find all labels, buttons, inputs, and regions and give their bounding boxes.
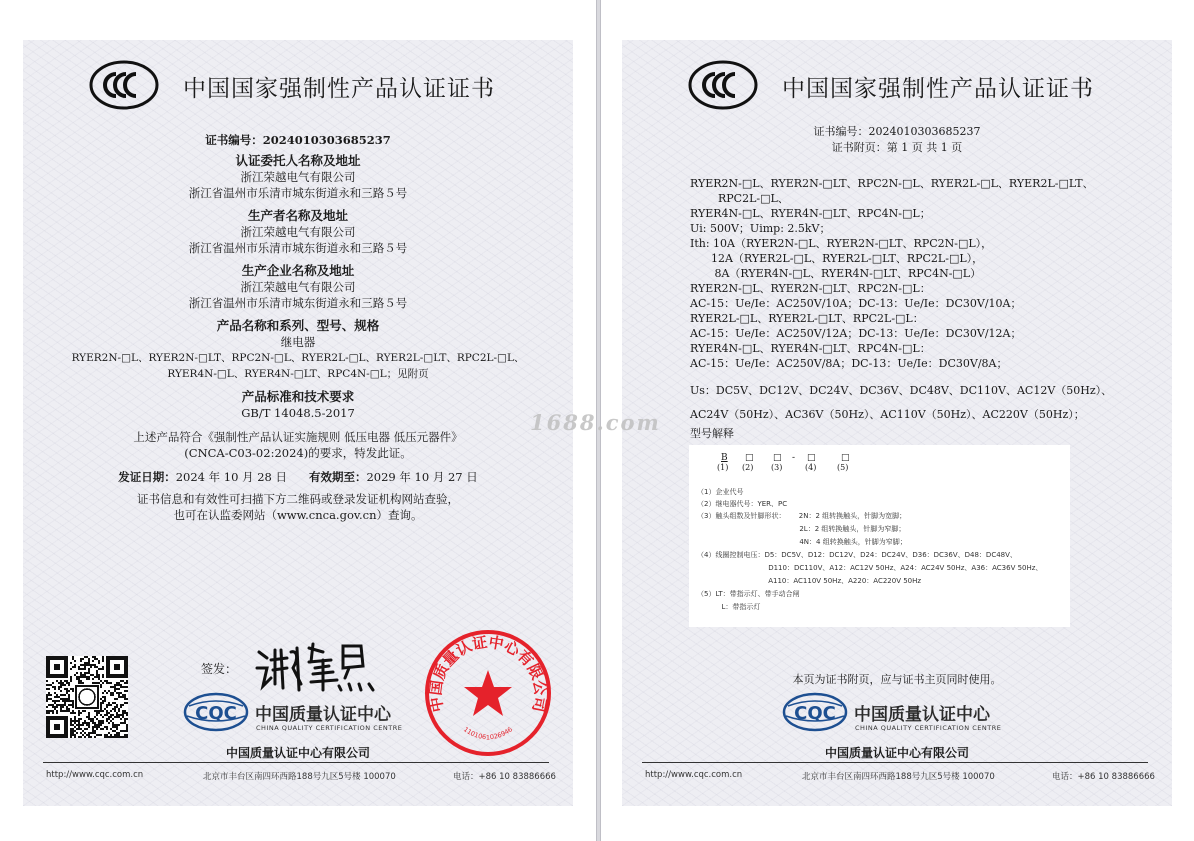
footer-url[interactable]: http://www.cqc.com.cn [645, 770, 743, 780]
certificate-title: 中国国家强制性产品认证证书 [782, 76, 1094, 102]
cqc-name-en: CHINA QUALITY CERTIFICATION CENTRE [256, 724, 403, 732]
annex-note: 本页为证书附页，应与证书主页同时使用。 [792, 673, 1002, 686]
valid-date: 2029 年 10 月 27 日 [366, 470, 478, 484]
spec-line: AC-15：Ue/Ie：AC250V/12A；DC-13：Ue/Ie：DC30V/12A； [690, 327, 1022, 340]
table-line: （1）企业代号 [697, 488, 744, 496]
product-models-line-2: RYER4N-□L、RYER4N-□LT、RPC4N-□L；见附页 [167, 368, 429, 380]
us-line-1: Us：DC5V、DC12V、DC24V、DC36V、DC48V、DC110V、AC12V（50Hz）、 [690, 384, 1113, 397]
product-name: 继电器 [280, 335, 316, 349]
manufacturer-address: 浙江省温州市乐清市城东街道永和三路５号 [188, 241, 408, 255]
certificate-title: 中国国家强制性产品认证证书 [183, 76, 495, 102]
model-code-b: B [721, 453, 728, 463]
compliance-line-1: 上述产品符合《强制性产品认证实施规则 低压电器 低压元器件》 [133, 430, 463, 444]
table-line: A110：AC110V 50Hz、A220：AC220V 50Hz [697, 577, 922, 585]
seal-text: 中国质量认证中心有限公司 [426, 633, 550, 714]
spec-line: 8A（RYER4N-□L、RYER4N-□LT、RPC4N-□L） [690, 267, 982, 280]
client-heading: 认证委托人名称及地址 [235, 153, 361, 168]
spec-line: AC-15：Ue/Ie：AC250V/8A；DC-13：Ue/Ie：DC30V/8A； [690, 357, 1008, 370]
spec-line: RYER2L-□L、RYER2L-□LT、RPC2L-□L： [690, 312, 924, 325]
model-explanation-table [689, 445, 1070, 627]
factory-name: 浙江荣越电气有限公司 [240, 280, 356, 294]
watermark-text: 1688.com [530, 410, 661, 435]
footer-rule [642, 762, 1148, 763]
standard-value: GB/T 14048.5-2017 [241, 406, 355, 420]
model-num: (1) [717, 463, 729, 472]
spec-line: AC-15：Ue/Ie：AC250V/10A；DC-13：Ue/Ie：DC30V/10A； [690, 297, 1022, 310]
cqc-logo-text: CQC [195, 703, 237, 724]
spec-line: RYER2N-□L、RYER2N-□LT、RPC2N-□L、RYER2L-□L、RYER2L-□LT、 [690, 177, 1094, 190]
client-name: 浙江荣越电气有限公司 [240, 170, 356, 184]
signature-image [253, 638, 383, 694]
certificate-annex-page [622, 40, 1172, 806]
table-line: （2）继电器代号：YER、PC [697, 500, 788, 508]
footer-rule [43, 762, 549, 763]
certificate-main-page [23, 40, 573, 806]
factory-heading: 生产企业名称及地址 [241, 263, 355, 278]
cqc-name-cn: 中国质量认证中心 [255, 705, 391, 725]
table-line: L：带指示灯 [697, 603, 761, 611]
model-num: (5) [837, 463, 849, 472]
spec-line: RYER4N-□L、RYER4N-□LT、RPC4N-□L； [690, 207, 931, 220]
compliance-line-2: (CNCA-C03-02:2024)的要求，特发此证。 [184, 446, 412, 460]
cqc-logo-icon [782, 692, 848, 732]
certificate-number: 证书编号：2024010303685237 [205, 133, 391, 147]
valid-date-label: 有效期至： [308, 470, 367, 484]
seal-number: 1101061026946 [461, 725, 515, 742]
table-line: （5）LT：带指示灯、带手动合闸 [697, 590, 800, 598]
annex-page-count: 证书附页：第 1 页 共 1 页 [831, 141, 963, 154]
issue-date-label: 发证日期： [118, 470, 176, 484]
spec-line: Ith: 10A（RYER2N-□L、RYER2N-□LT、RPC2N-□L）， [690, 237, 993, 250]
footer-phone: 电话：+86 10 83886666 [453, 772, 556, 782]
model-num: (2) [742, 463, 754, 472]
model-num: (3) [771, 463, 783, 472]
annex-certificate-number: 证书编号：2024010303685237 [813, 125, 981, 138]
spec-line: RPC2L-□L、 [690, 192, 789, 205]
table-line: （4）线圈控制电压：D5：DC5V、D12：DC12V、D24：DC24V、D36：DC36V、D48：DC48V、 [697, 551, 1017, 559]
footer-url[interactable]: http://www.cqc.com.cn [46, 770, 144, 780]
factory-address: 浙江省温州市乐清市城东街道永和三路５号 [188, 296, 408, 310]
standard-heading: 产品标准和技术要求 [241, 389, 355, 404]
footer-phone: 电话：+86 10 83886666 [1052, 772, 1155, 782]
cqc-logo-text: CQC [794, 703, 836, 724]
model-explain-label: 型号解释 [690, 427, 734, 440]
model-num: (4) [805, 463, 817, 472]
certificate-body [23, 132, 573, 523]
model-code-box: □ [841, 453, 850, 463]
manufacturer-heading: 生产者名称及地址 [247, 208, 348, 223]
table-line: D110：DC110V、A12：AC12V 50Hz、A24：AC24V 50Hz、A36：AC36V 50Hz、 [697, 564, 1043, 572]
cqc-company: 中国质量认证中心有限公司 [225, 746, 370, 760]
ccc-mark-logo [688, 60, 758, 110]
qr-code-icon[interactable] [46, 656, 128, 738]
manufacturer-name: 浙江荣越电气有限公司 [240, 225, 356, 239]
cqc-company: 中国质量认证中心有限公司 [824, 746, 969, 760]
us-line-2: AC24V（50Hz）、AC36V（50Hz）、AC110V（50Hz）、AC220V（50Hz）； [690, 408, 1085, 421]
model-code-box: □ [773, 453, 782, 463]
model-code-dash: - [792, 453, 796, 463]
date-line [23, 469, 573, 485]
spec-line: 12A（RYER2L-□L、RYER2L-□LT、RPC2L-□L）， [690, 252, 984, 265]
spec-line: RYER4N-□L、RYER4N-□LT、RPC4N-□L： [690, 342, 931, 355]
client-address: 浙江省温州市乐清市城东街道永和三路５号 [188, 186, 408, 200]
table-line: 2L：2 组转换触头，针脚为窄脚； [697, 525, 906, 533]
svg-text:1101061026946 [462, 725, 514, 741]
spec-lines [690, 176, 1094, 371]
model-code-box: □ [745, 453, 754, 463]
cqc-name-cn: 中国质量认证中心 [854, 705, 990, 725]
spec-line: RYER2N-□L、RYER2N-□LT、RPC2N-□L： [690, 282, 931, 295]
model-code-box: □ [807, 453, 816, 463]
official-seal-stamp [423, 628, 553, 758]
cqc-name-en: CHINA QUALITY CERTIFICATION CENTRE [855, 724, 1002, 732]
footer-address: 北京市丰台区南四环西路188号九区5号楼 100070 [203, 772, 396, 782]
table-line: 4N：4 组转换触头，针脚为窄脚； [697, 538, 907, 546]
product-models-line-1: RYER2N-□L、RYER2N-□LT、RPC2N-□L、RYER2L-□L、RYER2L-□LT、RPC2L-□L、 [71, 352, 525, 364]
spec-line: Ui: 500V；Uimp: 2.5kV； [690, 222, 831, 235]
product-heading: 产品名称和系列、型号、规格 [216, 318, 380, 333]
verify-line-1: 证书信息和有效性可扫描下方二维码或登录发证机构网站查验， [137, 492, 459, 506]
ccc-mark-logo [89, 60, 159, 110]
issue-date: 2024 年 10 月 28 日 [175, 470, 288, 484]
table-line: （3）触头组数及针脚形状： 2N：2 组转换触头，针脚为宽脚； [697, 512, 907, 520]
sign-label: 签发： [201, 662, 238, 676]
cqc-logo-icon [183, 692, 249, 732]
footer-address: 北京市丰台区南四环西路188号九区5号楼 100070 [802, 772, 995, 782]
verify-line-2: 也可在认监委网站（www.cnca.gov.cn）查询。 [173, 508, 423, 522]
